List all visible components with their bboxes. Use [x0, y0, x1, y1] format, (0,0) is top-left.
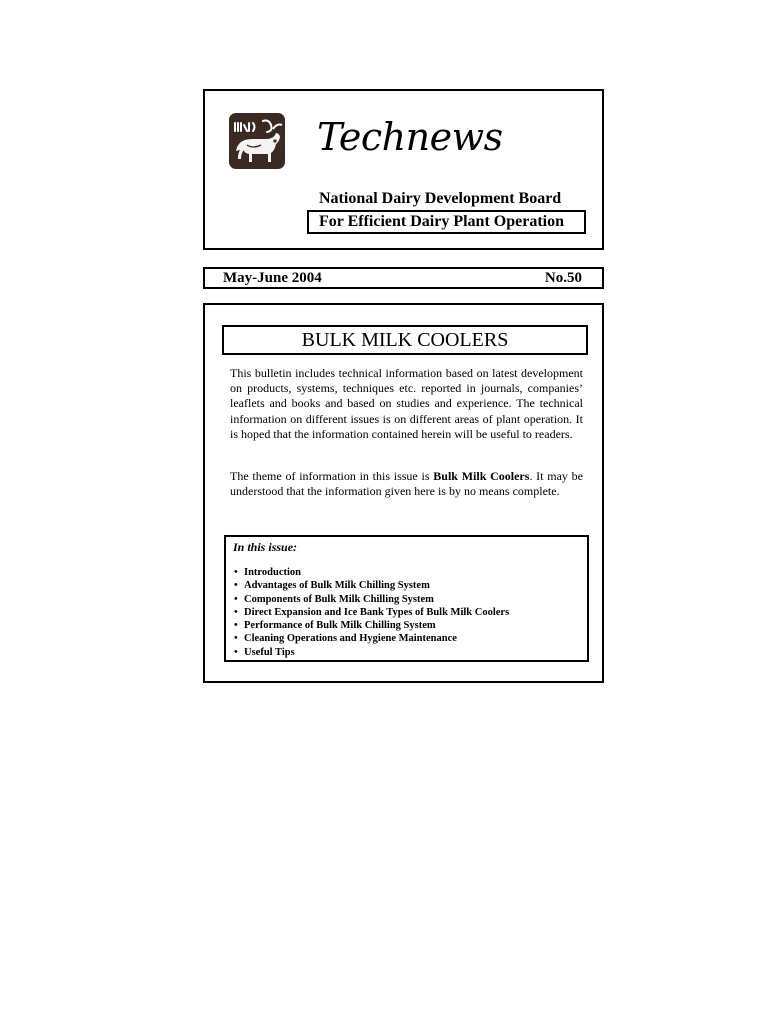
- intro-paragraph: This bulletin includes technical information based on latest development on products, systems, techniques etc. reported in journals, companies’ leaflets and books and based on studies and experience. The technical information on different issues is on different areas of plant operation. It is hoped that the information contained herein will be useful to readers.: [230, 366, 583, 441]
- brand-title: Technews: [317, 115, 503, 159]
- bulletin-title-box: [222, 325, 588, 355]
- tagline: For Efficient Dairy Plant Operation: [307, 210, 586, 234]
- list-item: • Components of Bulk Milk Chilling System: [234, 593, 509, 606]
- list-item: • Direct Expansion and Ice Bank Types of Bulk Milk Coolers: [234, 606, 509, 619]
- list-item: • Performance of Bulk Milk Chilling System: [234, 619, 509, 632]
- bulletin-title: BULK MILK COOLERS: [301, 329, 509, 351]
- issue-date: May-June 2004: [223, 270, 322, 286]
- contents-box: [224, 535, 589, 662]
- list-item: • Useful Tips: [234, 646, 509, 659]
- theme-highlight: Bulk Milk Coolers: [433, 469, 530, 483]
- contents-list: [234, 566, 509, 659]
- contents-heading: In this issue:: [233, 540, 298, 554]
- organization-name: National Dairy Development Board: [319, 190, 562, 207]
- masthead: [203, 89, 604, 250]
- theme-suffix: . It may be understood that the information given here is by no means complete.: [230, 469, 583, 499]
- theme-paragraph: [230, 469, 583, 499]
- bulletin-panel: [203, 303, 604, 683]
- list-item: • Introduction: [234, 566, 509, 579]
- theme-prefix: The theme of information in this issue is: [230, 469, 434, 483]
- issue-number: No.50: [544, 270, 582, 286]
- list-item: • Advantages of Bulk Milk Chilling System: [234, 579, 509, 592]
- cattle-emblem-icon: [229, 113, 285, 169]
- issue-bar: [203, 267, 604, 289]
- list-item: • Cleaning Operations and Hygiene Maintenance: [234, 632, 509, 645]
